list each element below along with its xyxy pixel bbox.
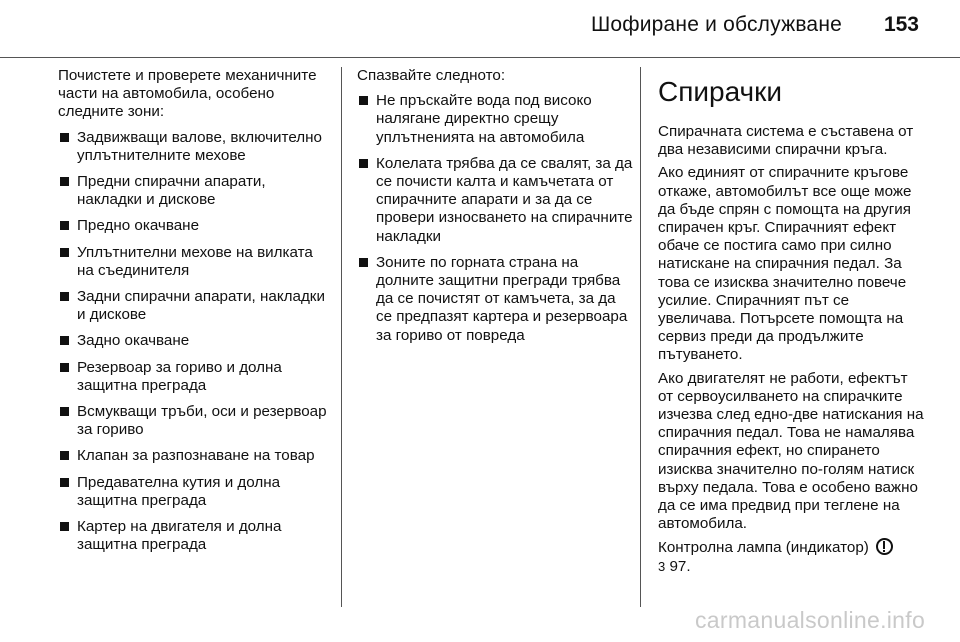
paragraph: Спирачната система е съставена от два независими спирачни кръга.	[658, 123, 914, 159]
column-divider	[640, 67, 641, 607]
list-item: Клапан за разпознаване на товар	[58, 447, 332, 465]
square-bullet-icon	[60, 133, 69, 142]
list-item: Не пръскайте вода под високо налягане директно срещу уплътненията на автомобила	[357, 92, 633, 147]
brake-warning-icon	[876, 538, 893, 555]
list-item: Задвижващи валове, включително уплътнителните мехове	[58, 129, 332, 165]
list-item: Колелата трябва да се свалят, за да се почисти калта и камъчетата от спирачните апарати и за да се провери износването на спирачните накладки	[357, 155, 633, 246]
square-bullet-icon	[60, 522, 69, 531]
precautions-list	[357, 92, 633, 345]
square-bullet-icon	[60, 336, 69, 345]
square-bullet-icon	[60, 292, 69, 301]
square-bullet-icon	[60, 451, 69, 460]
square-bullet-icon	[60, 177, 69, 186]
column-cleaning-areas	[58, 67, 332, 562]
list-item: Резервоар за гориво и долна защитна преграда	[58, 359, 332, 395]
square-bullet-icon	[359, 258, 368, 267]
list-item: Задно окачване	[58, 332, 332, 350]
list-item: Задни спирачни апарати, накладки и дискове	[58, 288, 332, 324]
page-header	[0, 0, 960, 50]
indicator-reference	[658, 538, 924, 575]
column-precautions	[357, 67, 633, 353]
square-bullet-icon	[60, 407, 69, 416]
header-title: Шофиране и обслужване	[590, 13, 842, 36]
list-item: Предни спирачни апарати, накладки и дискове	[58, 173, 332, 209]
list-item: Предно окачване	[58, 217, 332, 235]
section-title: Спирачки	[658, 76, 783, 107]
watermark: carmanualsonline.info	[695, 607, 926, 633]
page-reference-arrow-icon: 3	[658, 558, 666, 574]
list-item: Всмукващи тръби, оси и резервоар за гориво	[58, 403, 332, 439]
square-bullet-icon	[359, 96, 368, 105]
cleaning-areas-list	[58, 129, 332, 555]
precautions-intro: Спазвайте следното:	[357, 67, 506, 84]
square-bullet-icon	[60, 221, 69, 230]
list-item: Предавателна кутия и долна защитна преграда	[58, 474, 332, 510]
column-divider	[341, 67, 342, 607]
list-item: Уплътнителни мехове на вилката на съединителя	[58, 244, 332, 280]
square-bullet-icon	[60, 248, 69, 257]
cleaning-intro: Почистете и проверете механичните части на автомобила, особено следните зони:	[58, 67, 317, 121]
square-bullet-icon	[359, 159, 368, 168]
square-bullet-icon	[60, 478, 69, 487]
square-bullet-icon	[60, 363, 69, 372]
paragraph: Ако двигателят не работи, ефектът от сервоусилването на спирачките изчезва след едно-две натискания на спирачния педал. Това не намалява спирачния ефект, но спирането изисква значително по-голям натиск върху педала. Това е особено важно да се има предвид при теглене на автомобила.	[658, 369, 924, 533]
list-item: Картер на двигателя и долна защитна преграда	[58, 518, 332, 554]
page-number: 153	[883, 13, 919, 36]
header-divider	[0, 57, 960, 58]
paragraph: Ако единият от спирачните кръгове откаже, автомобилът все още може да бъде спрян с помощта на другия спирачен кръг. Спирачният ефект обаче се постига само при силно натискане на спирачния педал. За това се изисква значително повече усилие. Спирачният път се увеличава. Потърсете помощта на сервиз преди да продължите пътуването.	[658, 164, 912, 364]
list-item: Зоните по горната страна на долните защитни прегради трябва да се почистят от камъчета, за да се предпазят картера и резервоара за гориво от повреда	[357, 254, 633, 345]
page-reference-link[interactable]: 97.	[669, 557, 691, 575]
column-brakes	[658, 67, 924, 581]
indicator-label: Контролна лампа (индикатор)	[658, 539, 869, 557]
